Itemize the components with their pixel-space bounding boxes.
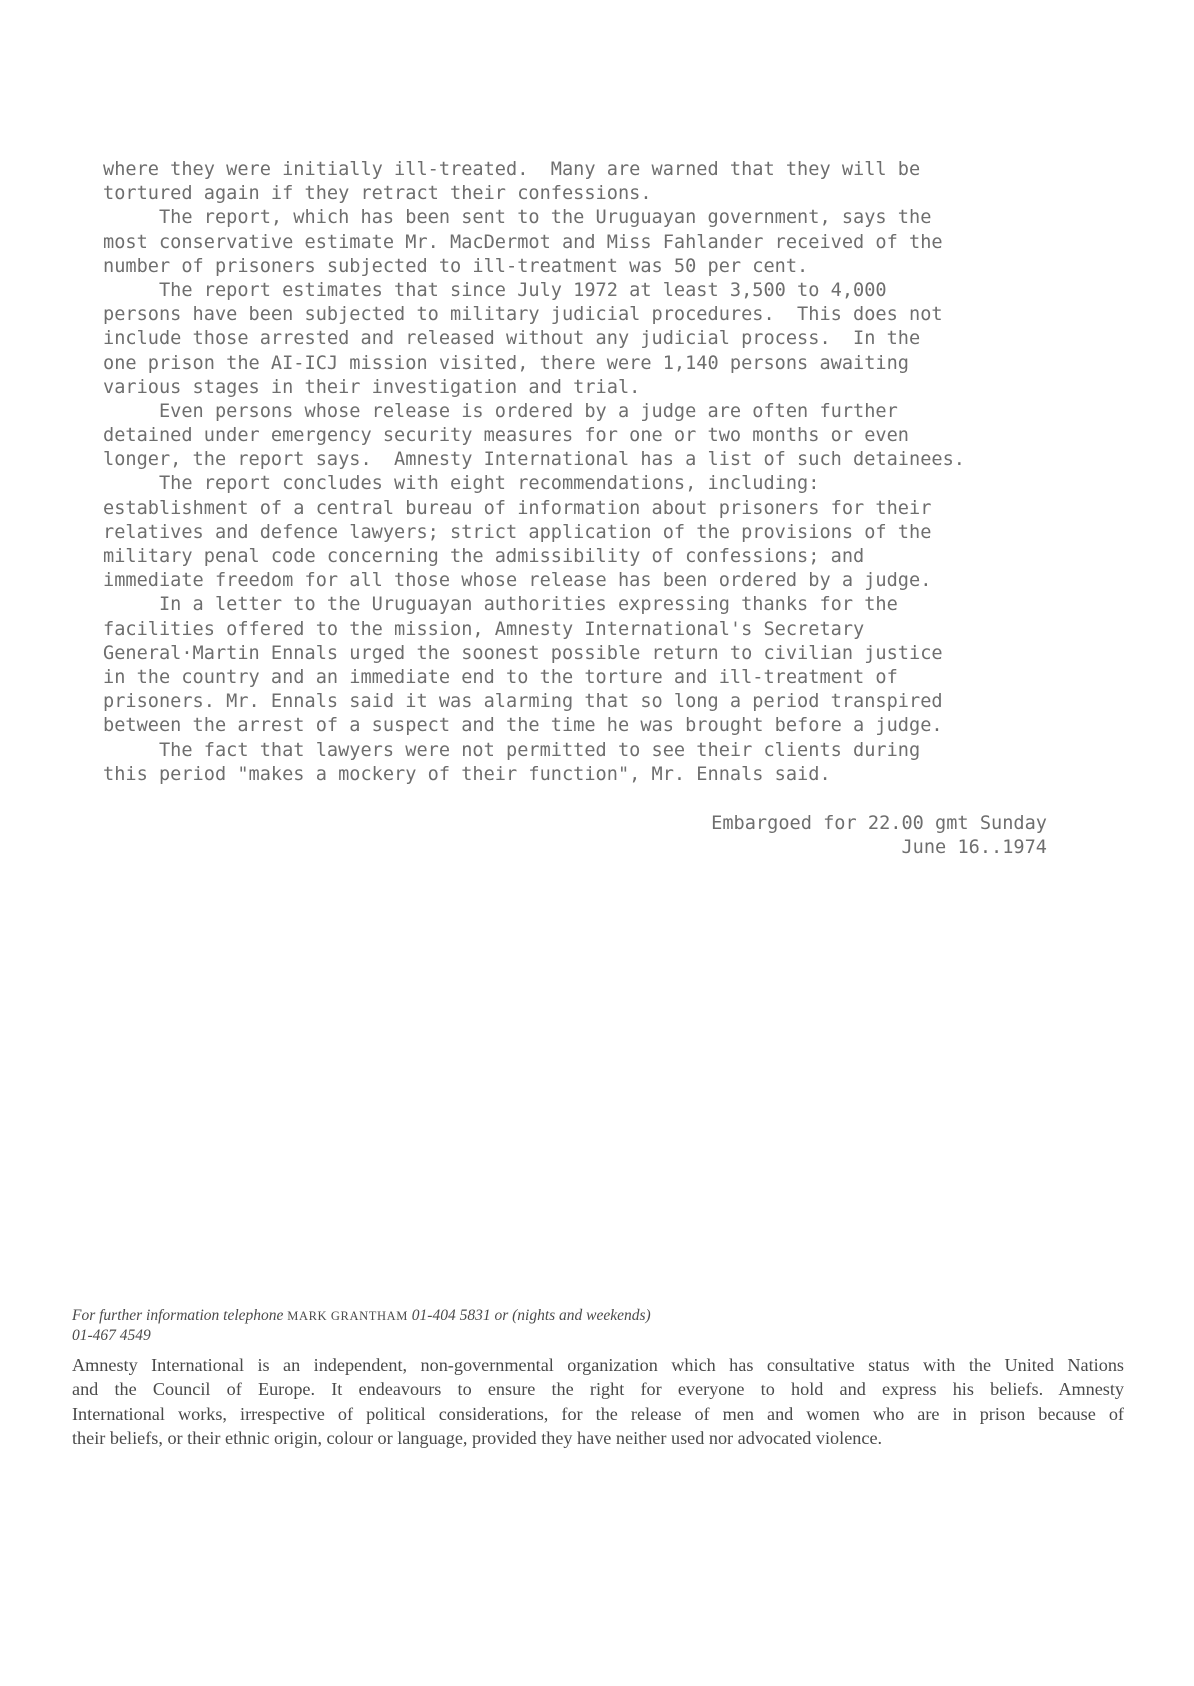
embargo-line-time: Embargoed for 22.00 gmt Sunday <box>711 813 1047 834</box>
body-line: include those arrested and released without any judicial process. In the <box>103 328 921 350</box>
body-line: The report estimates that since July 1972 at least 3,500 to 4,000 <box>103 279 887 301</box>
contact-phone: 01-404 5831 or (nights and weekends) <box>411 1307 651 1324</box>
body-line: The report, which has been sent to the Uruguayan government, says the <box>103 207 932 229</box>
body-line: The fact that lawyers were not permitted to see their clients during <box>103 739 921 761</box>
contact-info <box>72 1306 1124 1345</box>
body-line: General·Martin Ennals urged the soonest possible return to civilian justice <box>103 642 943 664</box>
body-line: one prison the AI-ICJ mission visited, there were 1,140 persons awaiting <box>103 352 909 374</box>
body-line: various stages in their investigation and trial. <box>103 376 641 398</box>
body-line: Even persons whose release is ordered by a judge are often further <box>103 400 898 422</box>
body-line: where they were initially ill-treated. Many are warned that they will be <box>103 159 921 180</box>
body-line: facilities offered to the mission, Amnesty International's Secretary <box>103 618 865 640</box>
contact-phone-alt: 01-467 4549 <box>72 1327 151 1344</box>
body-line: number of prisoners subjected to ill-treatment was 50 per cent. <box>103 255 809 277</box>
body-line: most conservative estimate Mr. MacDermot and Miss Fahlander received of the <box>103 231 943 253</box>
press-release-body <box>103 158 1083 787</box>
about-line: and the Council of Europe. It endeavours to ensure the right for everyone to hold and express his beliefs. Amnesty <box>72 1379 1124 1400</box>
body-line: immediate freedom for all those whose release has been ordered by a judge. <box>103 570 932 592</box>
embargo-notice <box>711 812 1047 860</box>
contact-prefix: For further information telephone <box>72 1307 284 1324</box>
embargo-line-date: June 16..1974 <box>901 837 1047 859</box>
body-line: prisoners. Mr. Ennals said it was alarming that so long a period transpired <box>103 691 943 713</box>
body-line: tortured again if they retract their confessions. <box>103 183 652 205</box>
body-line: this period "makes a mockery of their function", Mr. Ennals said. <box>103 763 831 785</box>
body-line: The report concludes with eight recommendations, including: <box>103 473 820 495</box>
body-line: in the country and an immediate end to the torture and ill-treatment of <box>103 666 898 688</box>
body-line: longer, the report says. Amnesty International has a list of such detainees. <box>103 449 965 471</box>
body-line: persons have been subjected to military judicial procedures. This does not <box>103 304 943 326</box>
footer <box>72 1306 1124 1450</box>
body-line: detained under emergency security measures for one or two months or even <box>103 425 909 447</box>
body-line: In a letter to the Uruguayan authorities expressing thanks for the <box>103 594 898 616</box>
body-line: establishment of a central bureau of information about prisoners for their <box>103 497 932 519</box>
about-amnesty <box>72 1353 1124 1450</box>
about-line: International works, irrespective of political considerations, for the release of men and women who are in prison because of <box>72 1403 1124 1424</box>
body-line: relatives and defence lawyers; strict application of the provisions of the <box>103 521 932 543</box>
about-line: their beliefs, or their ethnic origin, colour or language, provided they have neither used nor advocated violence. <box>72 1427 883 1448</box>
contact-name: MARK GRANTHAM <box>287 1309 408 1323</box>
body-line: between the arrest of a suspect and the time he was brought before a judge. <box>103 715 943 737</box>
about-line: Amnesty International is an independent, non-governmental organization which has consultative status with the United Nations <box>72 1355 1124 1375</box>
body-line: military penal code concerning the admissibility of confessions; and <box>103 546 865 567</box>
